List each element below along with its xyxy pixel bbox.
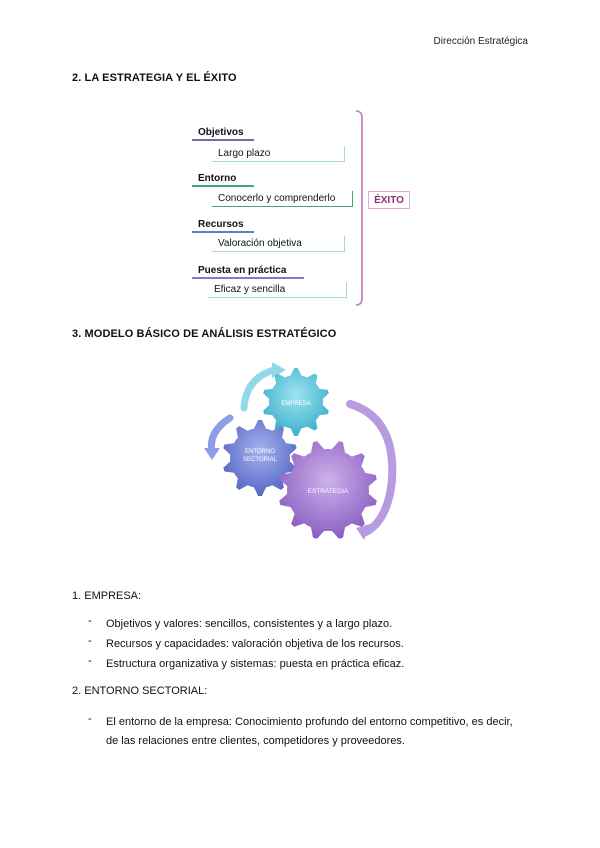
diagram-item-objetivos: Objetivos [192, 126, 254, 141]
section-title-strategic-model: 3. MODELO BÁSICO DE ANÁLISIS ESTRATÉGICO [72, 328, 337, 340]
diagram-item-recursos: Recursos [192, 218, 254, 233]
gear-label-estrategia: ESTRATEGIA [307, 488, 349, 495]
diagram-detail-puesta: Eficaz y sencilla [208, 282, 347, 298]
list-item: - Objetivos y valores: sencillos, consistentes y a largo plazo. [88, 615, 393, 630]
running-header: Dirección Estratégica [433, 36, 528, 47]
diagram-item-entorno: Entorno [192, 172, 254, 187]
list-item: - Recursos y capacidades: valoración objetiva de los recursos. [88, 635, 404, 650]
diagram-detail-objetivos: Largo plazo [212, 146, 345, 162]
gear-label-entorno-line1: ENTORNO [245, 449, 275, 455]
arrow-left-icon [204, 418, 230, 460]
gear-diagram [200, 356, 410, 556]
section-title-strategy-success: 2. LA ESTRATEGIA Y EL ÉXITO [72, 72, 237, 84]
list-item: - El entorno de la empresa: Conocimiento profundo del entorno competitivo, es decir, de las relaciones entre clientes, competidores y proveedores. [88, 713, 513, 747]
bracket-brace [356, 110, 364, 306]
diagram-item-puesta: Puesta en práctica [192, 264, 304, 279]
gear-label-entorno-line2: SECTORIAL [243, 457, 277, 463]
diagram-detail-recursos: Valoración objetiva [212, 236, 345, 252]
list-item: - Estructura organizativa y sistemas: puesta en práctica eficaz. [88, 655, 405, 670]
gear-label-empresa: EMPRESA [281, 401, 311, 407]
result-exito-box: ÉXITO [368, 191, 410, 209]
diagram-detail-entorno: Conocerlo y comprenderlo [212, 191, 353, 207]
list-heading-empresa: 1. EMPRESA: [72, 590, 142, 602]
list-heading-entorno: 2. ENTORNO SECTORIAL: [72, 685, 208, 697]
